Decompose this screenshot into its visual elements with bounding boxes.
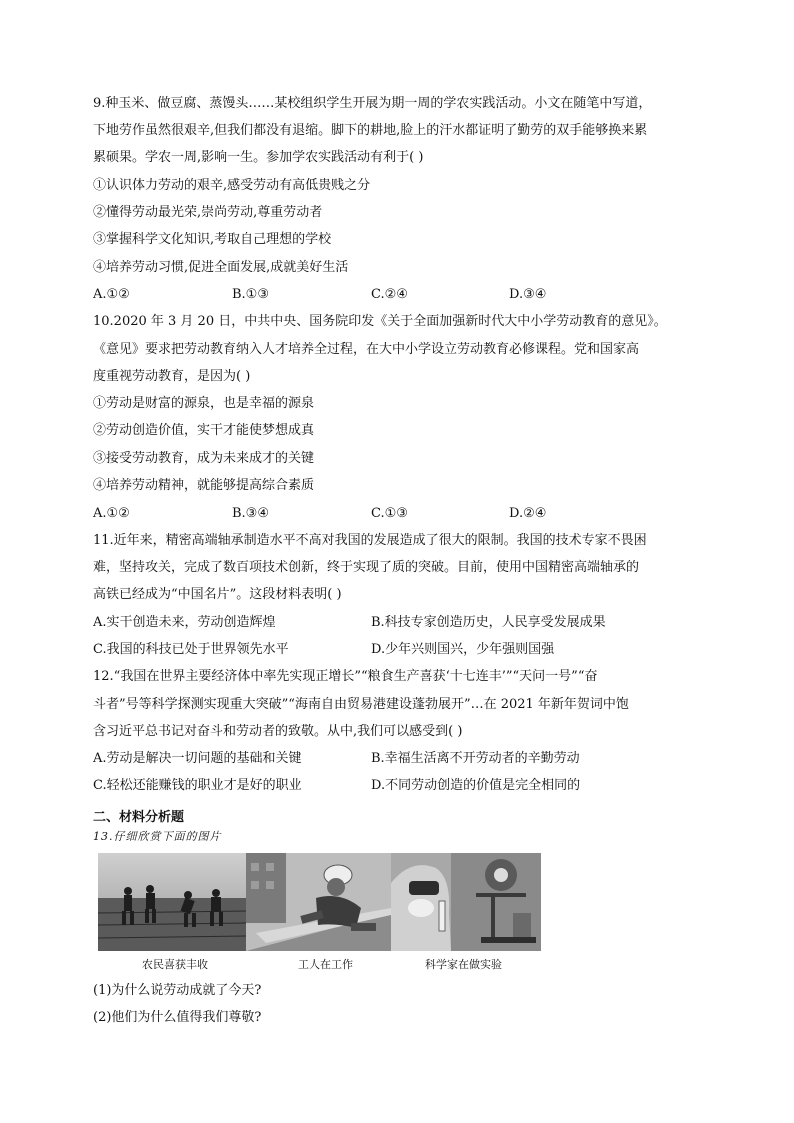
q11-option-a: A.实干创造未来，劳动创造辉煌 — [93, 615, 276, 630]
q11-line-2: 难，坚持攻关，完成了数百项技术创新，终于实现了质的突破。目前，使用中国精密高端轴承的 — [93, 560, 640, 575]
q10-option-a: A.①② — [93, 506, 130, 521]
q12-line-3: 含习近平总书记对奋斗和劳动者的致敬。从中,我们可以感受到( ) — [93, 724, 463, 739]
q10-line-1: 10.2020 年 3 月 20 日，中共中央、国务院印发《关于全面加强新时代大中小学劳动教育的意见》。 — [93, 314, 667, 329]
q10-item-3: ③接受劳动教育，成为未来成才的关键 — [93, 451, 315, 466]
q12-option-c: C.轻松还能赚钱的职业才是好的职业 — [93, 778, 302, 793]
q11-option-d: D.少年兴则国兴，少年强则国强 — [371, 642, 555, 657]
q9-line-3: 累硕果。学农一周,影响一生。参加学农实践活动有利于( ) — [93, 150, 424, 165]
q9-line-2: 下地劳作虽然很艰辛,但我们都没有退缩。脚下的耕地,脸上的汗水都证明了勤劳的双手能够换来累 — [93, 123, 648, 138]
workers-working-photo — [246, 853, 391, 951]
q12-option-b: B.幸福生活离不开劳动者的辛勤劳动 — [371, 751, 580, 766]
q9-item-4: ④培养劳动习惯,促进全面发展,成就美好生活 — [93, 260, 349, 275]
q12-line-1: 12.“我国在世界主要经济体中率先实现正增长”“粮食生产喜获‘十七连丰’”“天问一号”“奋 — [93, 669, 598, 684]
q11-line-3: 高铁已经成为“中国名片”。这段材料表明( ) — [93, 587, 342, 602]
q12-line-2: 斗者”号等科学探测实现重大突破”“海南自由贸易港建设蓬勃展开”…在 2021 年新年贺词中饱 — [93, 697, 629, 712]
q11-option-c: C.我国的科技已处于世界领先水平 — [93, 642, 289, 657]
q9-option-a: A.①② — [93, 287, 130, 302]
q9-line-1: 9.种玉米、做豆腐、蒸馒头……某校组织学生开展为期一周的学农实践活动。小文在随笔中写道， — [93, 96, 652, 111]
q10-option-b: B.③④ — [232, 506, 269, 521]
caption-scientist: 科学家在做实验 — [425, 958, 502, 971]
q10-line-2: 《意见》要求把劳动教育纳入人才培养全过程，在大中小学设立劳动教育必修课程。党和国家高 — [93, 342, 640, 357]
q12-option-d: D.不同劳动创造的价值是完全相同的 — [371, 778, 581, 793]
q11-option-b: B.科技专家创造历史，人民享受发展成果 — [371, 615, 606, 630]
q9-item-1: ①认识体力劳动的艰辛,感受劳动有高低贵贱之分 — [93, 178, 371, 193]
farmers-harvest-photo — [98, 853, 246, 951]
q9-option-d: D.③④ — [509, 287, 547, 302]
q12-option-a: A.劳动是解决一切问题的基础和关键 — [93, 751, 302, 766]
q9-item-3: ③掌握科学文化知识,考取自己理想的学校 — [93, 232, 332, 247]
caption-workers: 工人在工作 — [298, 958, 353, 971]
section-heading: 二、材料分析题 — [93, 810, 185, 825]
q13-question-2: (2)他们为什么值得我们尊敬? — [93, 1010, 262, 1025]
q10-item-2: ②劳动创造价值，实干才能使梦想成真 — [93, 423, 315, 438]
q9-item-2: ②懂得劳动最光荣,崇尚劳动,尊重劳动者 — [93, 205, 323, 220]
scientist-experiment-photo — [391, 853, 541, 951]
q9-option-c: C.②④ — [371, 287, 408, 302]
q9-option-b: B.①③ — [232, 287, 269, 302]
photo-strip — [98, 853, 541, 951]
q13-question-1: (1)为什么说劳动成就了今天? — [93, 983, 262, 998]
q10-option-c: C.①③ — [371, 506, 408, 521]
caption-farmers: 农民喜获丰收 — [142, 958, 208, 971]
q10-option-d: D.②④ — [509, 506, 547, 521]
q10-item-1: ①劳动是财富的源泉，也是幸福的源泉 — [93, 396, 315, 411]
q11-line-1: 11.近年来，精密高端轴承制造水平不高对我国的发展造成了很大的限制。我国的技术专家不畏困 — [93, 533, 647, 548]
q13-intro: 13.仔细欣赏下面的图片 — [93, 830, 222, 843]
q10-item-4: ④培养劳动精神，就能够提高综合素质 — [93, 478, 315, 493]
q10-line-3: 度重视劳动教育，是因为( ) — [93, 369, 251, 384]
